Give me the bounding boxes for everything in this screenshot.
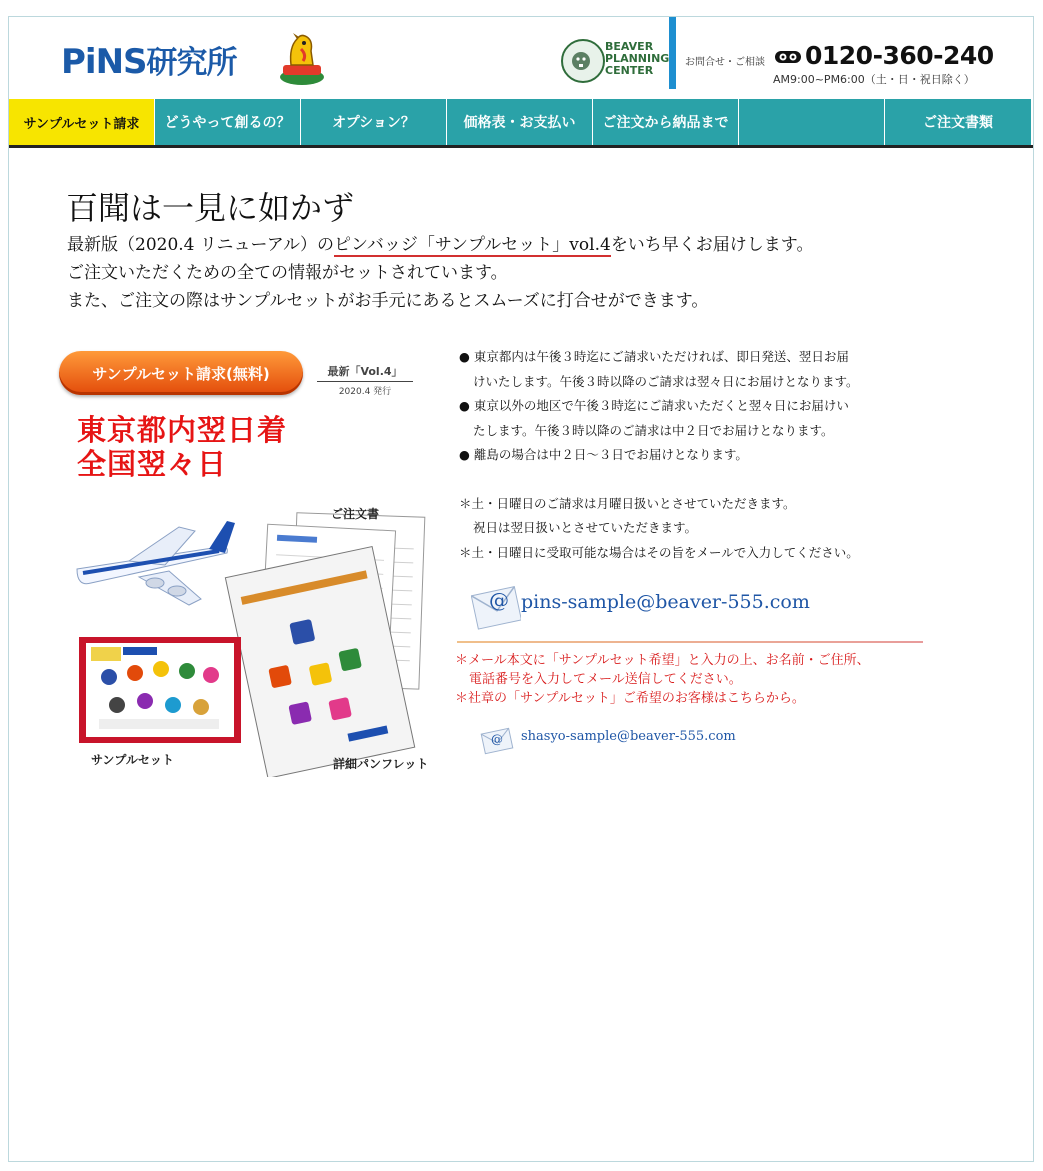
nav-item-options[interactable]: オプション？ [301, 99, 447, 145]
svg-text:@: @ [489, 588, 509, 612]
small-envelope-icon [479, 721, 515, 757]
freedial-icon [775, 49, 801, 65]
beaver-planning-logo[interactable] [561, 39, 670, 83]
info-note-weekend-receive: ＊土・日曜日に受取可能な場合はその旨をメールで入力してください。 [459, 544, 859, 560]
sample-request-button[interactable]: サンプルセット請求(無料) [59, 351, 303, 395]
delivery-headline: 東京都内翌日着 全国翌々日 [77, 413, 288, 481]
sample-email-address[interactable]: pins-sample@beaver-555.com [521, 591, 810, 613]
logo-kanji: 研究所 [146, 45, 237, 81]
company-badge-email-address[interactable]: shasyo-sample@beaver-555.com [521, 729, 736, 744]
email-instructions: ＊メール本文に「サンプルセット希望」と入力の上、お名前・ご住所、 電話番号を入力してメール送信してください。 ＊社章の「サンプルセット」ご希望のお客様はこちらから。 [455, 653, 870, 706]
sample-set-link[interactable]: ピンバッジ「サンプルセット」vol.4 [334, 235, 611, 255]
intro-line-3: また、ご注文の際はサンプルセットがお手元にあるとスムーズに打合せができます。 [67, 291, 709, 311]
version-tag: 最新「Vol.4」 2020.4 発行 [317, 363, 413, 397]
airplane-icon [77, 521, 235, 605]
sample-email-link[interactable] [471, 577, 851, 641]
delivery-info: ● 東京都内は午後３時迄にご請求いただければ、即日発送、翌日お届 けいたします。午後３時以降のご請求は翌々日にお届けとなります。 ● 東京以外の地区で午後３時迄にご請求いただくと翌々日にお届けい たします。午後３時以降のご請求は中２日でお届けとなります。 ● 離島の場合は中２日〜３日でお届けとなります。 ＊土・日曜日のご請求は月曜日扱いとさせていただきます。 祝日は翌日扱いとさせていただきます。 ＊土・日曜日に受取可能な場合はその旨をメールで入力してください。 [459, 345, 929, 565]
beaver-badge-icon [561, 39, 605, 83]
phone-number[interactable]: 0120-360-240 [805, 41, 994, 70]
logo-text: PiNS [61, 42, 147, 82]
intro-line-2: ご注文いただくための全ての情報がセットされています。 [67, 263, 508, 283]
nav-item-how-to-make[interactable]: どうやって創るの？ [155, 99, 301, 145]
page-frame [8, 16, 1034, 1162]
nav-item-order-to-delivery[interactable]: ご注文から納品まで [593, 99, 739, 145]
nav-item-order-documents[interactable]: ご注文書類 [885, 99, 1031, 145]
envelope-icon [471, 577, 521, 641]
info-bullet-islands: ● 離島の場合は中２日〜３日でお届けとなります。 [459, 447, 748, 462]
info-bullet-other: ● 東京以外の地区で午後３時迄にご請求いただくと翌々日にお届けい [459, 398, 849, 413]
company-badge-email-link[interactable] [479, 721, 799, 757]
contact-label: お問合せ・ご相談 [685, 57, 765, 68]
site-header [9, 17, 1033, 99]
page-title: 百聞は一見に如かず [66, 189, 355, 227]
order-form-caption: ご注文書 [331, 507, 380, 521]
info-bullet-tokyo: ● 東京都内は午後３時迄にご請求いただければ、即日発送、翌日お届 [459, 349, 849, 364]
intro-text [67, 231, 813, 315]
header-divider [669, 17, 676, 89]
main-nav [9, 99, 1033, 148]
section-divider [457, 641, 923, 643]
sample-set-illustration [69, 487, 429, 777]
info-note-weekend: ＊土・日曜日のご請求は月曜日扱いとさせていただきます。 [459, 495, 796, 511]
sample-set-artwork [69, 487, 429, 777]
nav-item-price-payment[interactable]: 価格表・お支払い [447, 99, 593, 145]
pamphlet-caption: 詳細パンフレット [333, 757, 429, 771]
svg-text:@: @ [491, 732, 503, 746]
horse-mascot-icon [277, 29, 327, 87]
sample-set-caption: サンプルセット [91, 753, 174, 767]
beaver-logo-text: BEAVER PLANNING CENTER [605, 40, 670, 77]
intro-line-1: 最新版（2020.4 リニューアル）のピンバッジ「サンプルセット」vol.4をいち早くお届けします。 [67, 235, 814, 255]
nav-item-empty [739, 99, 885, 145]
site-logo[interactable] [61, 37, 237, 82]
business-hours: AM9:00~PM6:00（土・日・祝日除く） [773, 73, 975, 86]
nav-item-sample-request[interactable]: サンプルセット請求 [9, 99, 155, 145]
